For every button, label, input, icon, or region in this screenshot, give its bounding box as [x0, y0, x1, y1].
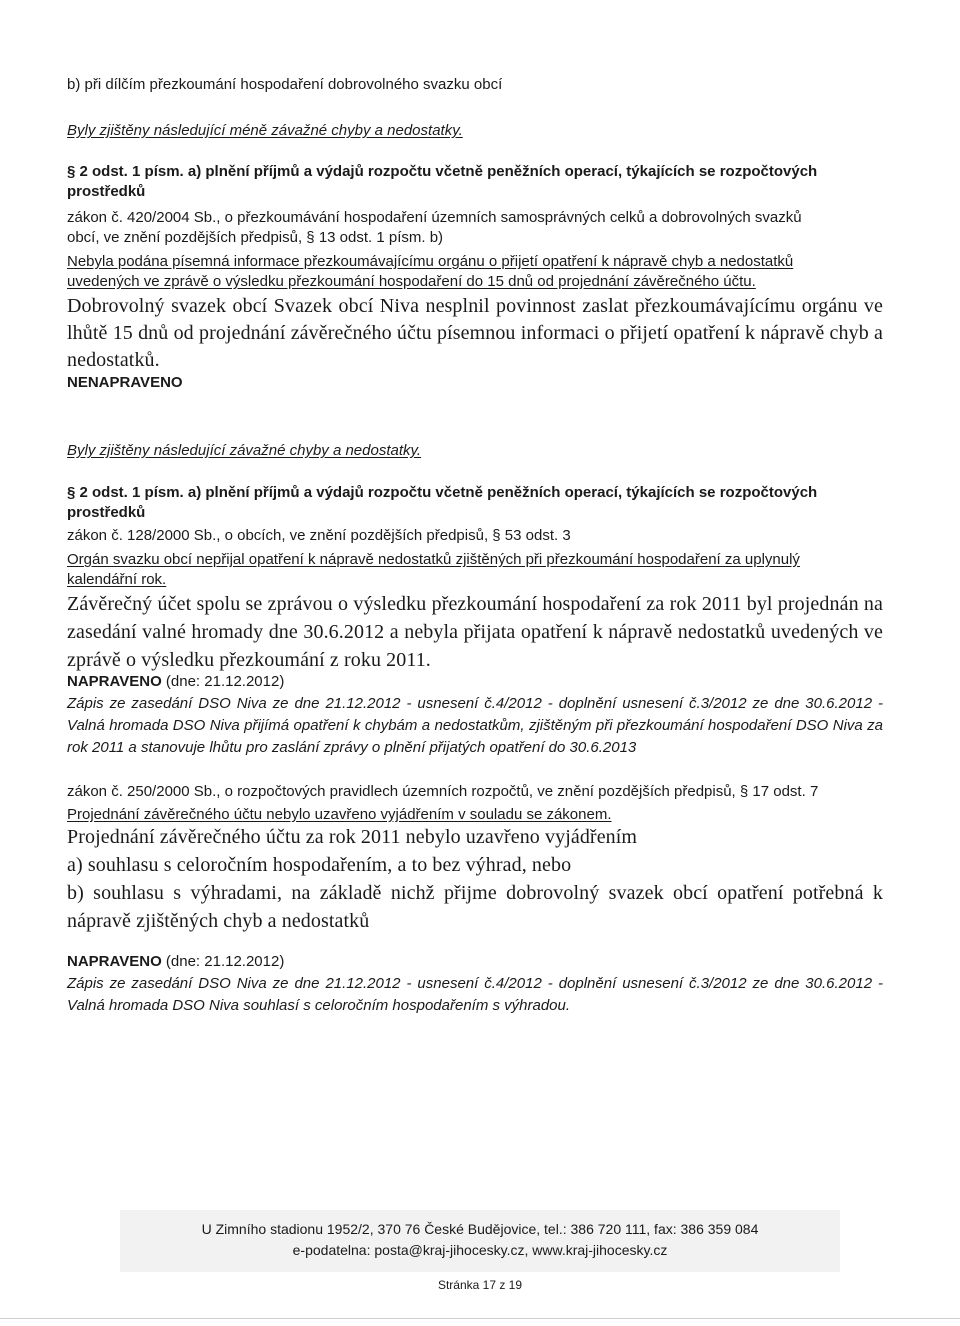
major-item2-detail-line3: b) souhlasu s výhradami, na základě nichž přijme dobrovolný svazek obcí opatření potřebná k nápravě zjištěných chyb a nedostatků — [67, 882, 883, 932]
major-item1-status-line — [67, 672, 883, 692]
major-item2-detail — [67, 823, 883, 935]
major-item2-status: NAPRAVENO — [67, 953, 162, 970]
minor-item-status: NENAPRAVENO — [67, 374, 183, 391]
major-item1-finding — [67, 550, 883, 590]
minor-item-law — [67, 208, 883, 248]
intro-text: b) při dílčím přezkoumání hospodaření dobrovolného svazku obcí — [67, 76, 503, 93]
major-item2-detail-line1: Projednání závěrečného účtu za rok 2011 nebylo uzavřeno vyjádřením — [67, 826, 638, 848]
major-item2-detail-line2: a) souhlasu s celoročním hospodařením, a to bez výhrad, nebo — [67, 854, 572, 876]
major-item1-finding-line1: Orgán svazku obcí nepřijal opatření k nápravě nedostatků zjištěných při přezkoumání hospodaření za uplynulý — [67, 551, 800, 568]
minor-item-title — [67, 162, 883, 202]
major-item1-detail: Závěrečný účet spolu se zprávou o výsledku přezkoumání hospodaření za rok 2011 byl projednán na zasedání valné hromady dne 30.6.2012 a nebyla přijata opatření k nápravě nedostatků uvedených ve zprávě o výsledku přezkoumání z roku 2011. — [67, 593, 883, 671]
major-findings-heading: Byly zjištěny následující závažné chyby a nedostatky. — [67, 442, 422, 459]
minor-findings-heading: Byly zjištěny následující méně závažné chyby a nedostatky. — [67, 122, 463, 139]
minor-item-title-line1: § 2 odst. 1 písm. a) plnění příjmů a výdajů rozpočtu včetně peněžních operací, týkajících se rozpočtových — [67, 163, 818, 180]
major-item2-status-date: (dne: 21.12.2012) — [161, 953, 285, 970]
major-item1-title-line1: § 2 odst. 1 písm. a) plnění příjmů a výdajů rozpočtu včetně peněžních operací, týkajících se rozpočtových — [67, 484, 818, 501]
major-item2-law: zákon č. 250/2000 Sb., o rozpočtových pravidlech územních rozpočtů, ve znění pozdějších předpisů, § 17 odst. 7 — [67, 783, 819, 800]
minor-item-law-line2: obcí, ve znění pozdějších předpisů, § 13 odst. 1 písm. b) — [67, 229, 444, 246]
bottom-divider — [0, 1318, 960, 1319]
footer — [120, 1219, 840, 1261]
minor-item-detail: Dobrovolný svazek obcí Svazek obcí Niva nesplnil povinnost zaslat přezkoumávajícímu orgánu ve lhůtě 15 dnů od projednání závěrečného účtu písemnou informaci o přijetí opatření k nápravě chyb a nedostatků. — [67, 295, 883, 371]
minor-item-finding-line1: Nebyla podána písemná informace přezkoumávajícímu orgánu o přijetí opatření k nápravě chyb a nedostatků — [67, 253, 794, 270]
major-item1-finding-line2: kalendářní rok. — [67, 571, 167, 588]
major-item1-title-line2: prostředků — [67, 504, 146, 521]
major-item1-law: zákon č. 128/2000 Sb., o obcích, ve znění pozdějších předpisů, § 53 odst. 3 — [67, 527, 571, 544]
major-item2-status-line — [67, 952, 883, 972]
major-item1-title — [67, 483, 883, 523]
page-number: Stránka 17 z 19 — [437, 1278, 523, 1292]
major-item2-finding: Projednání závěrečného účtu nebylo uzavřeno vyjádřením v souladu se zákonem. — [67, 806, 612, 823]
major-item2-note: Zápis ze zasedání DSO Niva ze dne 21.12.2012 - usnesení č.4/2012 - doplnění usnesení č.3/2012 ze dne 30.6.2012 - Valná hromada DSO Niva souhlasí s celoročním hospodařením s výhradou. — [67, 975, 883, 1014]
minor-item-finding-line2: uvedených ve zprávě o výsledku přezkoumání hospodaření do 15 dnů od projednání závěrečného účtu. — [67, 273, 756, 290]
minor-item-title-line2: prostředků — [67, 183, 146, 200]
minor-item-law-line1: zákon č. 420/2004 Sb., o přezkoumávání hospodaření územních samosprávných celků a dobrovolných svazků — [67, 209, 802, 226]
minor-item-finding — [67, 252, 883, 292]
major-item1-status-date: (dne: 21.12.2012) — [161, 673, 285, 690]
footer-address: U Zimního stadionu 1952/2, 370 76 České Budějovice, tel.: 386 720 111, fax: 386 359 084 — [201, 1221, 759, 1237]
major-item1-status: NAPRAVENO — [67, 673, 162, 690]
footer-contact: e-podatelna: posta@kraj-jihocesky.cz, www.kraj-jihocesky.cz — [292, 1242, 668, 1258]
major-item1-note: Zápis ze zasedání DSO Niva ze dne 21.12.2012 - usnesení č.4/2012 - doplnění usnesení č.3/2012 ze dne 30.6.2012 - Valná hromada DSO Niva přijímá opatření k chybám a nedostatkům, zjištěným při přezkoumání hospodaření DSO Niva za rok 2011 a stanovuje lhůtu pro zaslání zprávy o plnění přijatých opatření do 30.6.2013 — [67, 695, 883, 756]
